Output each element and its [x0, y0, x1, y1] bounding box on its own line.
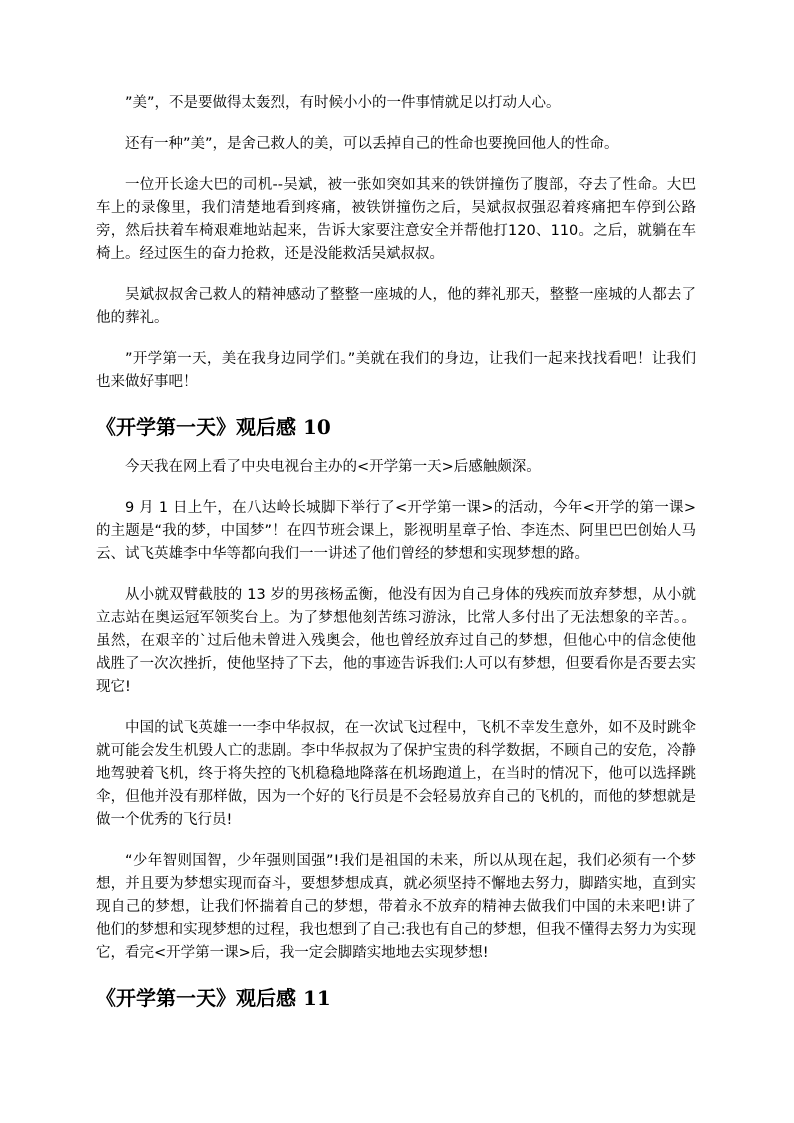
paragraph: ”开学第一天，美在我身边同学们。”美就在我们的身边，让我们一起来找找看吧！让我们也来做好事吧！	[96, 351, 696, 390]
document-page	[96, 92, 696, 1027]
paragraph: 从小就双臂截肢的 13 岁的男孩杨孟衡，他没有因为自己身体的残疾而放弃梦想，从小就立志站在奥运冠军领奖台上。为了梦想他刻苦练习游泳，比常人多付出了无法想象的辛苦。。虽然，在艰辛的`过后他未曾进入残奥会，他也曾经放弃过自己的梦想，但他心中的信念使他战胜了一次次挫折，使他坚持了下去，他的事迹告诉我们:人可以有梦想，但要看你是否要去实现它!	[96, 587, 696, 695]
paragraph: “少年智则国智，少年强则国强”!我们是祖国的未来，所以从现在起，我们必须有一个梦想，并且要为梦想实现而奋斗，要想梦想成真，就必须坚持不懈地去努力，脚踏实地，直到实现自己的梦想，让我们怀揣着自己的梦想，带着永不放弃的精神去做我们中国的未来吧!讲了他们的梦想和实现梦想的过程，我也想到了自己:我也有自己的梦想，但我不懂得去努力为实现它，看完<开学第一课>后，我一定会脚踏实地地去实现梦想!	[96, 853, 696, 961]
paragraph: ”美”，不是要做得太轰烈，有时候小小的一件事情就足以打动人心。	[125, 95, 561, 111]
paragraph: 9 月 1 日上午，在八达岭长城脚下举行了<开学第一课>的活动，今年<开学的第一课>的主题是“我的梦，中国梦”！在四节班会课上，影视明星章子怡、李连杰、阿里巴巴创始人马云、试飞英雄李中华等都向我们一一讲述了他们曾经的梦想和实现梦想的路。	[96, 500, 696, 562]
paragraph: 吴斌叔叔舍己救人的精神感动了整整一座城的人，他的葬礼那天，整整一座城的人都去了他的葬礼。	[96, 287, 696, 326]
section-heading: 《开学第一天》观后感 11	[96, 986, 331, 1010]
section-heading: 《开学第一天》观后感 10	[96, 415, 331, 439]
paragraph: 中国的试飞英雄一一李中华叔叔，在一次试飞过程中，飞机不幸发生意外，如不及时跳伞就可能会发生机毁人亡的悲剧。李中华叔叔为了保护宝贵的科学数据，不顾自己的安危，冷静地驾驶着飞机，终于将失控的飞机稳稳地降落在机场跑道上，在当时的情况下，他可以选择跳伞，但他并没有那样做，因为一个好的飞行员是不会轻易放弃自己的飞机的，而他的梦想就是做一个优秀的飞行员!	[96, 720, 696, 828]
paragraph: 一位开长途大巴的司机--吴斌，被一张如突如其来的铁饼撞伤了腹部，夺去了性命。大巴车上的录像里，我们清楚地看到疼痛，被铁饼撞伤之后，吴斌叔叔强忍着疼痛把车停到公路旁，然后扶着车椅艰难地站起来，告诉大家要注意安全并帮他打120、110。之后，就躺在车椅上。经过医生的奋力抢救，还是没能救活吴斌叔叔。	[96, 177, 696, 262]
paragraph: 今天我在网上看了中央电视台主办的<开学第一天>后感触颇深。	[125, 459, 541, 475]
paragraph: 还有一种”美”，是舍己救人的美，可以丢掉自己的性命也要挽回他人的性命。	[125, 136, 619, 152]
